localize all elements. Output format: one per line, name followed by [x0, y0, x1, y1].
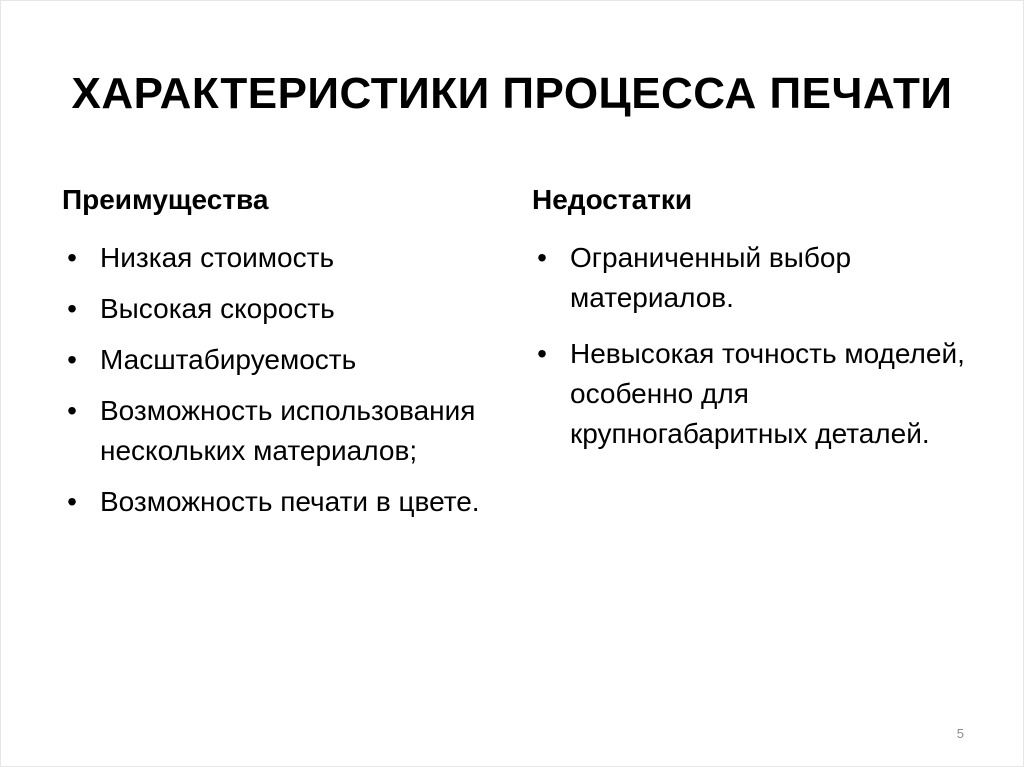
list-item-text: Возможность печати в цвете.: [100, 486, 480, 517]
list-item: [62, 289, 500, 329]
bullet-icon: •: [67, 293, 77, 324]
disadvantages-heading: Недостатки: [532, 184, 693, 215]
list-item: [532, 334, 970, 454]
list-item: [62, 238, 500, 278]
list-item-text: Ограниченный выбор материалов.: [570, 242, 852, 313]
list-item-text: Невысокая точность моделей, особенно для крупногабаритных деталей.: [570, 338, 965, 449]
list-item-text: Возможность использования нескольких материалов;: [100, 395, 476, 466]
advantages-heading: Преимущества: [62, 184, 269, 215]
advantages-list: [62, 238, 502, 522]
list-item: [62, 340, 500, 380]
list-item-text: Низкая стоимость: [100, 242, 335, 273]
advantages-column: [62, 180, 502, 533]
list-item: [532, 238, 970, 318]
list-item-text: Масштабируемость: [100, 344, 357, 375]
slide-title: ХАРАКТЕРИСТИКИ ПРОЦЕССА ПЕЧАТИ: [71, 69, 953, 118]
list-item-text: Высокая скорость: [100, 293, 335, 324]
bullet-icon: •: [67, 242, 77, 273]
bullet-icon: •: [537, 242, 547, 273]
bullet-icon: •: [67, 395, 77, 426]
bullet-icon: •: [67, 486, 77, 517]
list-item: [62, 482, 500, 522]
disadvantages-column: [532, 180, 972, 470]
disadvantages-list: [532, 238, 972, 454]
bullet-icon: •: [537, 338, 547, 369]
page-number: 5: [956, 726, 964, 741]
bullet-icon: •: [67, 344, 77, 375]
list-item: [62, 391, 500, 471]
